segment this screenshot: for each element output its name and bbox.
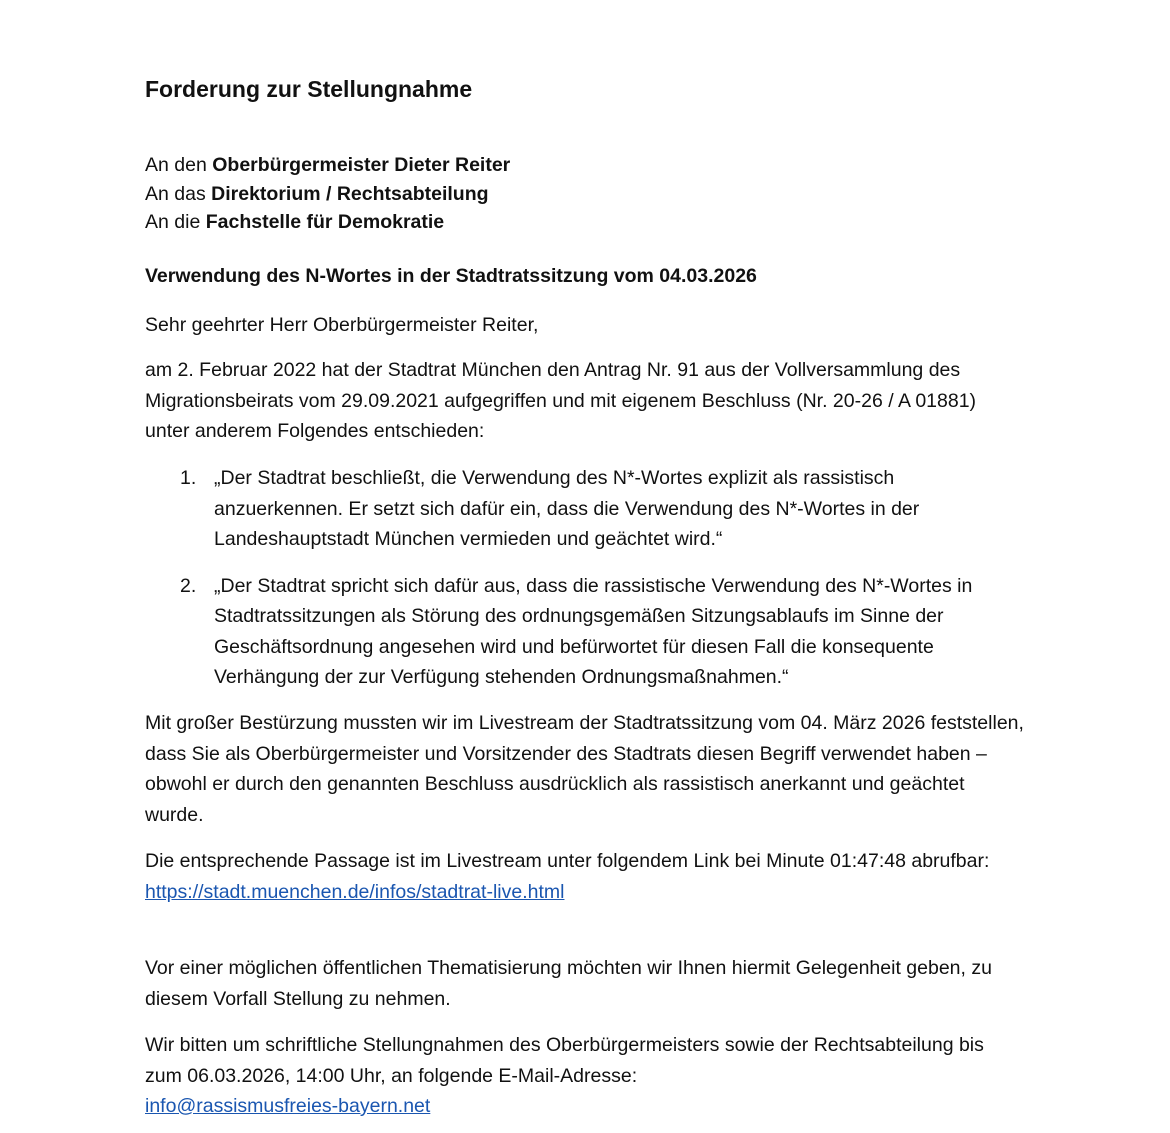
list-number: 2. bbox=[180, 574, 197, 597]
email-link[interactable]: info@rassismusfreies-bayern.net bbox=[145, 1095, 431, 1117]
request-text: Wir bitten um schriftliche Stellungnahmen des Oberbürgermeisters sowie der Rechtsabteilung bis zum 06.03.2026, 14:00 Uhr, an folgende E-Mail-Adresse: bbox=[145, 1034, 984, 1087]
recipient-name: Oberbürgermeister Dieter Reiter bbox=[212, 154, 511, 176]
list-text: „Der Stadtrat beschließt, die Verwendung des N*-Wortes explizit als rassistisch anzuerkennen. Er setzt sich dafür ein, dass die Verwendung des N*-Wortes in der Landeshauptstadt München vermieden und geächtet wird.“ bbox=[214, 467, 920, 550]
paragraph-request bbox=[145, 1030, 1025, 1122]
paragraph-incident: Mit großer Bestürzung mussten wir im Livestream der Stadtratssitzung vom 04. März 2026 feststellen, dass Sie als Oberbürgermeister und Vorsitzender des Stadtrats diesen Begriff verwendet haben – obwohl er durch den genannten Beschluss ausdrücklich als rassistisch anerkannt und geächtet wurde. bbox=[145, 712, 1024, 826]
recipient-prefix: An die bbox=[145, 211, 206, 233]
recipient-line bbox=[145, 180, 510, 209]
list-text: „Der Stadtrat spricht sich dafür aus, dass die rassistische Verwendung des N*-Wortes in Stadtratssitzungen als Störung des ordnungsgemäßen Sitzungsablaufs im Sinne der Geschäftsordnung angesehen wird und befürwortet für diesen Fall die konsequente Verhängung der zur Verfügung stehenden Ordnungsmaßnahmen.“ bbox=[214, 574, 973, 688]
recipient-prefix: An den bbox=[145, 154, 213, 176]
recipient-prefix: An das bbox=[145, 182, 212, 205]
recipient-line bbox=[145, 151, 510, 180]
list-item bbox=[145, 571, 1025, 693]
paragraph-livestream bbox=[145, 846, 1025, 907]
list-item bbox=[145, 463, 1025, 555]
paragraph-intro: am 2. Februar 2022 hat der Stadtrat München den Antrag Nr. 91 aus der Vollversammlung des Migrationsbeirats vom 29.09.2021 aufgegriffen und mit eigenem Beschluss (Nr. 20-26 / A 01881) unter anderem Folgendes entschieden: bbox=[145, 359, 977, 442]
recipients-block bbox=[145, 151, 510, 237]
recipient-line bbox=[145, 208, 510, 237]
recipient-name: Fachstelle für Demokratie bbox=[205, 211, 445, 233]
livestream-text: Die entsprechende Passage ist im Livestream unter folgendem Link bei Minute 01:47:48 abrufbar: bbox=[145, 850, 990, 872]
subject-line: Verwendung des N-Wortes in der Stadtratssitzung vom 04.03.2026 bbox=[145, 265, 757, 287]
salutation: Sehr geehrter Herr Oberbürgermeister Reiter, bbox=[145, 314, 539, 336]
paragraph-opportunity: Vor einer möglichen öffentlichen Thematisierung möchten wir Ihnen hiermit Gelegenheit geben, zu diesem Vorfall Stellung zu nehmen. bbox=[145, 957, 992, 1010]
resolution-list bbox=[145, 463, 1025, 709]
recipient-name: Direktorium / Rechtsabteilung bbox=[211, 182, 489, 205]
list-number: 1. bbox=[180, 467, 197, 489]
livestream-link[interactable]: https://stadt.muenchen.de/infos/stadtrat-live.html bbox=[145, 880, 565, 903]
document-title: Forderung zur Stellungnahme bbox=[145, 76, 473, 102]
